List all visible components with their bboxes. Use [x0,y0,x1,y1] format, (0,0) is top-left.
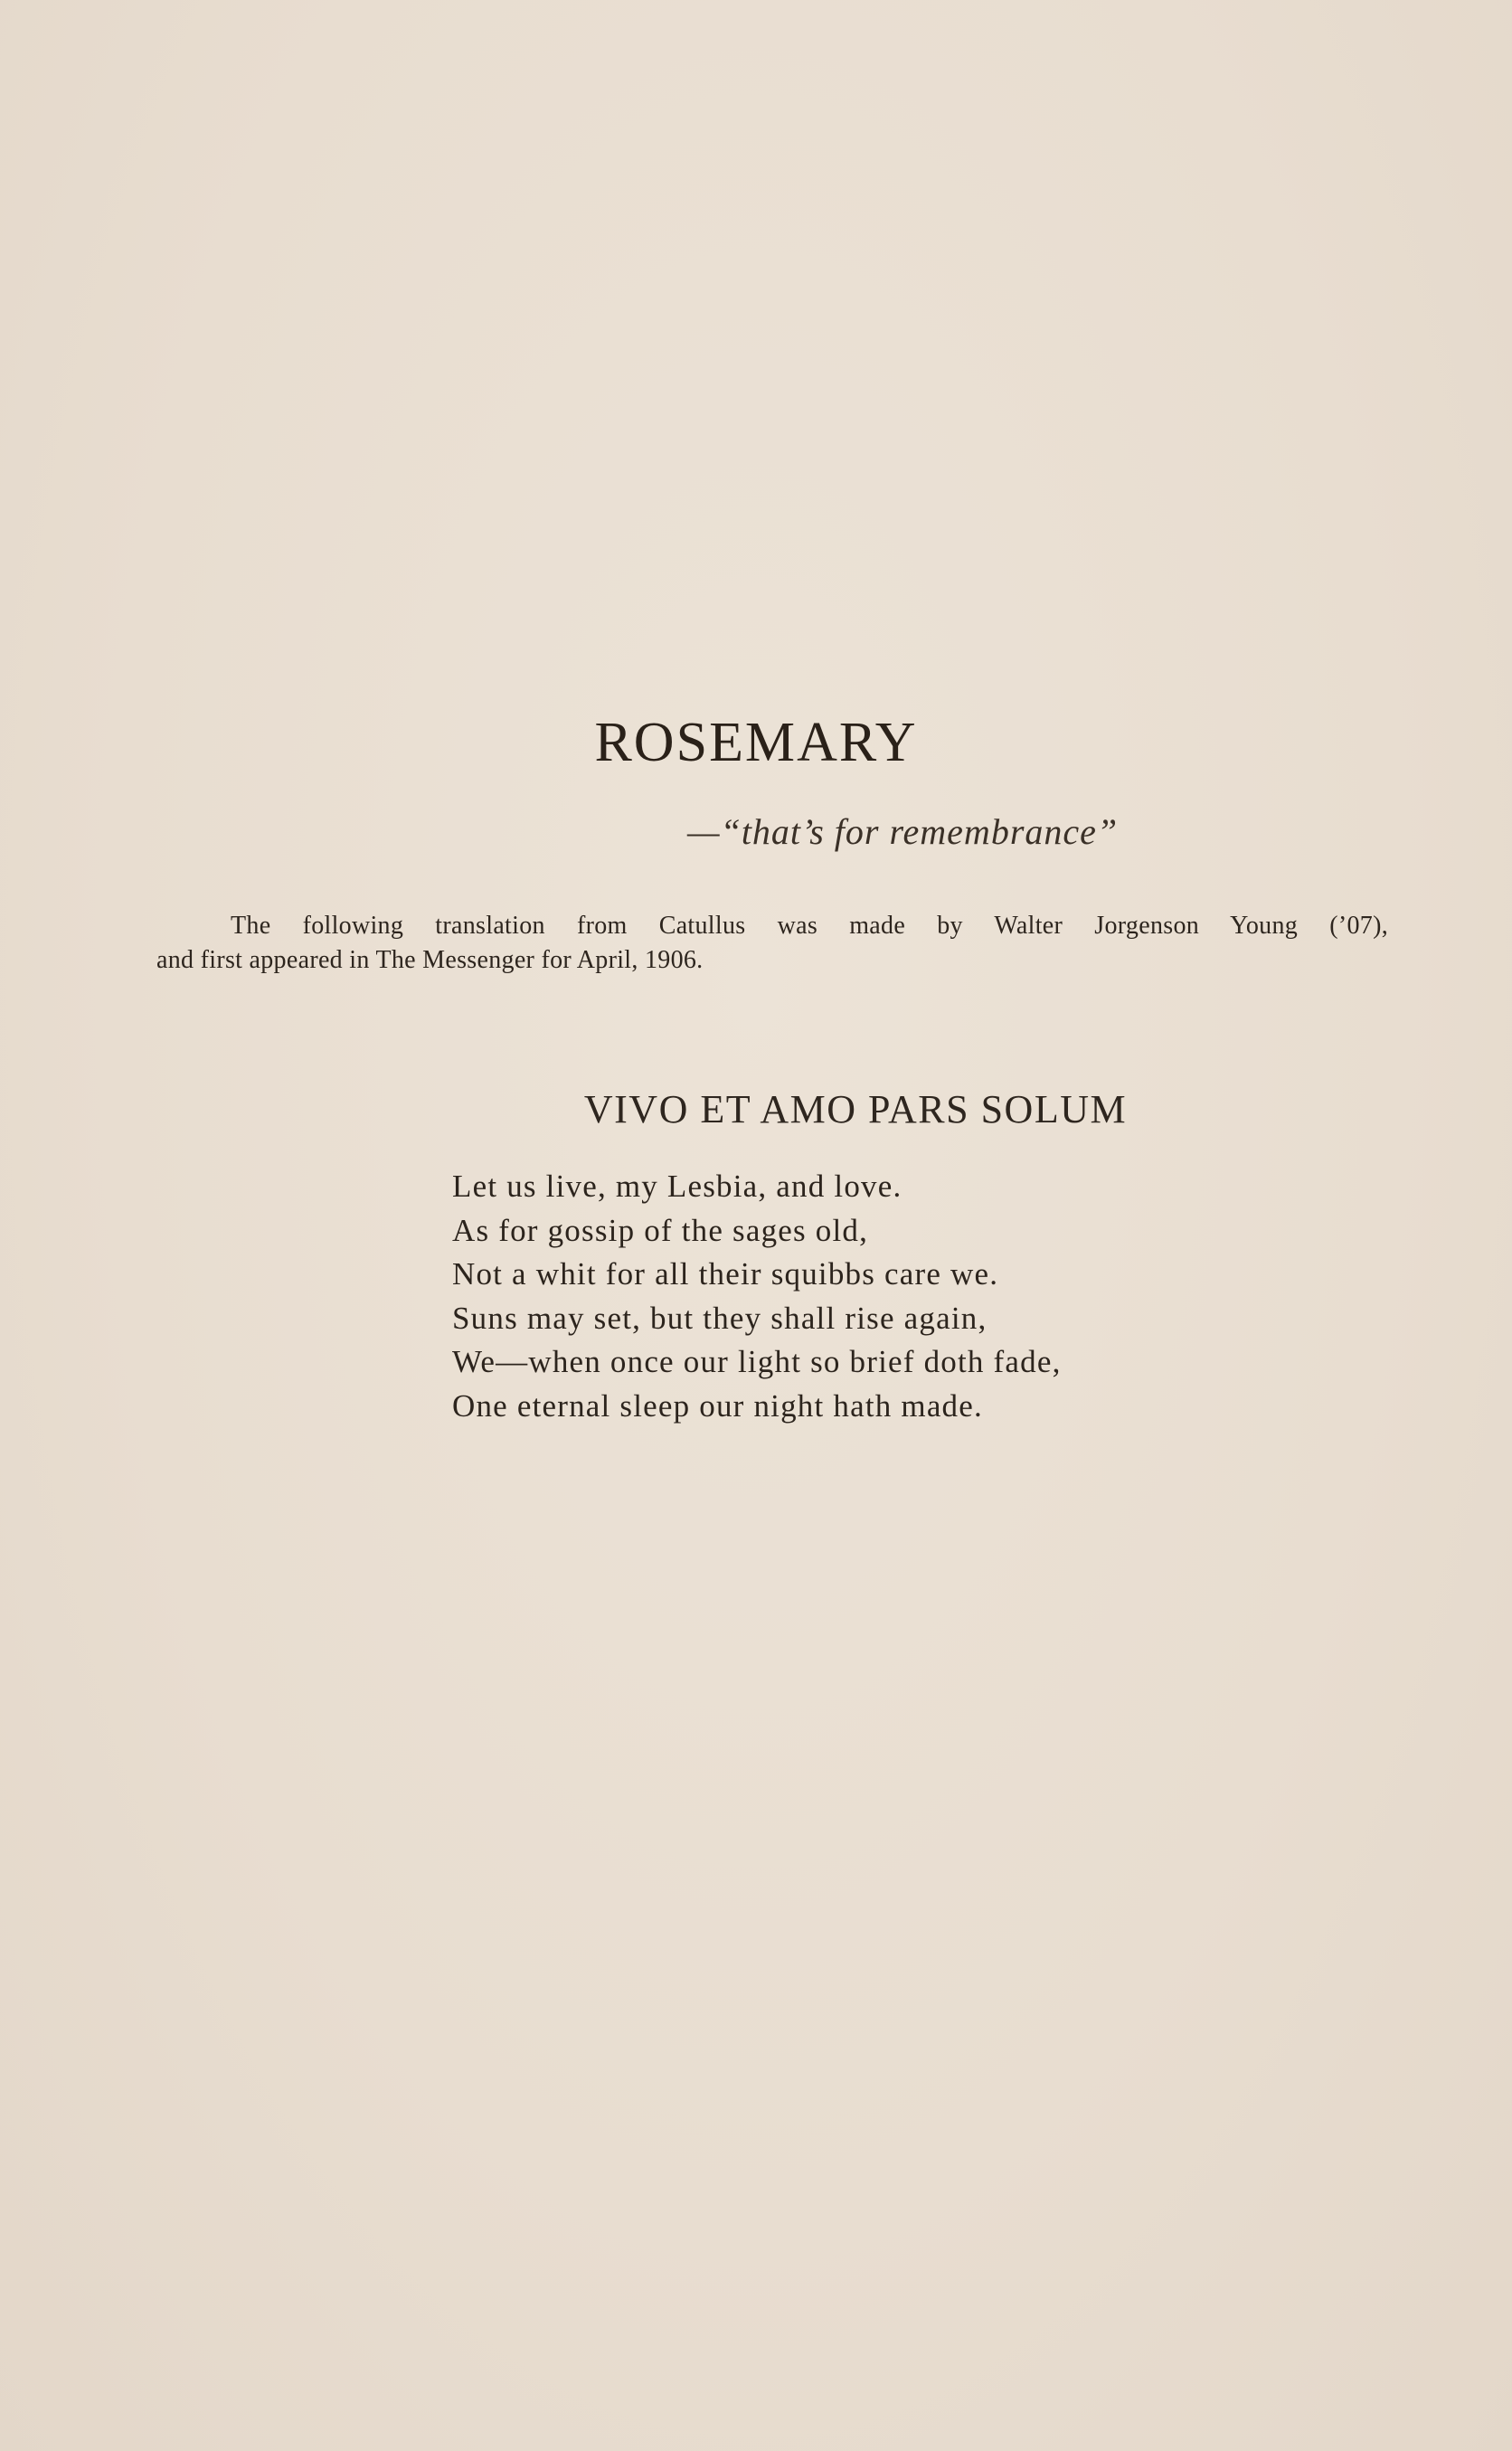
poem-line: As for gossip of the sages old, [452,1212,869,1248]
poem-title: VIVO ET AMO PARS SOLUM [583,1087,1128,1131]
poem-line: We—when once our light so brief doth fade, [452,1344,1062,1379]
poem-line: One eternal sleep our night hath made. [452,1387,983,1424]
intro-paragraph [156,909,1388,978]
poem-line: Not a whit for all their squibbs care we. [452,1256,999,1292]
poem-line: Suns may set, but they shall rise again, [452,1300,988,1336]
poem-body [452,1165,1062,1428]
poem-line: Let us live, my Lesbia, and love. [452,1169,902,1204]
epigraph: —“that’s for remembrance” [687,811,1119,852]
intro-line-2: and first appeared in The Messenger for April, 1906. [156,946,704,974]
article-title: ROSEMARY [594,712,918,773]
intro-line-1: The following translation from Catullus was made by Walter Jorgenson Young (’07), [231,912,1388,940]
